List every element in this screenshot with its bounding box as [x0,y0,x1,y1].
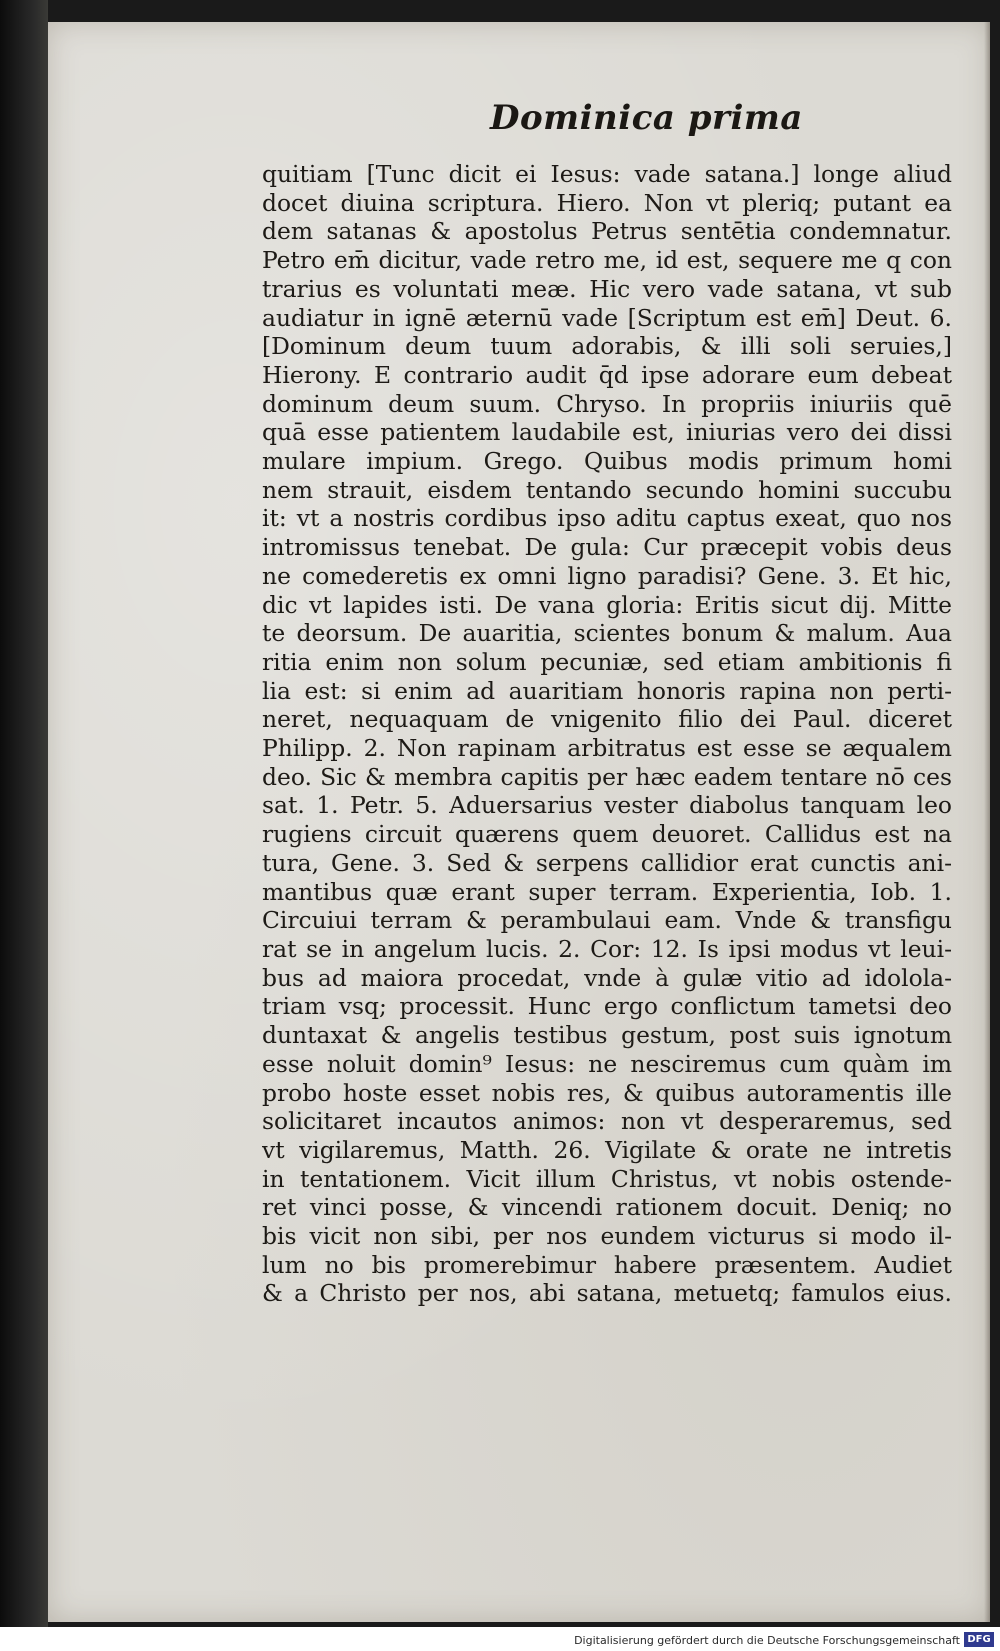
text-line: [Dominum deum tuum adorabis, & illi soli seruies,] [262,332,952,361]
funding-notice: Digitalisierung gefördert durch die Deutsche Forschungsgemeinschaft [574,1634,960,1647]
text-line: & a Christo per nos, abi satana, metuetq; famulos eius. [262,1279,952,1308]
text-line: dic vt lapides isti. De vana gloria: Eritis sicut dij. Mitte [262,590,952,619]
text-line: esse noluit domin⁹ Iesus: ne nesciremus cum quàm im [262,1049,952,1078]
text-line: duntaxat & angelis testibus gestum, post suis ignotum [262,1021,952,1050]
text-line: trarius es voluntati meæ. Hic vero vade satana, vt sub [262,274,952,303]
dfg-logo: DFG [964,1632,994,1647]
running-title: Dominica prima [490,98,803,138]
text-line: intromissus tenebat. De gula: Cur præcepit vobis deus [262,533,952,562]
text-line: lia est: si enim ad auaritiam honoris rapina non perti- [262,676,952,705]
digitization-footer [0,1627,1000,1651]
text-line: in tentationem. Vicit illum Christus, vt nobis ostende- [262,1164,952,1193]
text-line: solicitaret incautos animos: non vt desperaremus, sed [262,1107,952,1136]
text-line: mantibus quæ erant super terram. Experientia, Iob. 1. [262,877,952,906]
body-text [262,160,952,1308]
text-line: Philipp. 2. Non rapinam arbitratus est esse se æqualem [262,734,952,763]
text-line: ritia enim non solum pecuniæ, sed etiam ambitionis fi [262,647,952,676]
text-line: dem satanas & apostolus Petrus sentētia condemnatur. [262,217,952,246]
text-line: tura, Gene. 3. Sed & serpens callidior erat cunctis ani- [262,848,952,877]
text-line: bis vicit non sibi, per nos eundem victurus si modo il- [262,1222,952,1251]
text-line: Petro em̄ dicitur, vade retro me, id est, sequere me q con [262,246,952,275]
text-line: docet diuina scriptura. Hiero. Non vt pleriq; putant ea [262,188,952,217]
text-line: quā esse patientem laudabile est, iniurias vero dei dissi [262,418,952,447]
text-line: deo. Sic & membra capitis per hæc eadem tentare nō ces [262,762,952,791]
text-line: it: vt a nostris cordibus ipso aditu captus exeat, quo nos [262,504,952,533]
text-line: mulare impium. Grego. Quibus modis primum homi [262,447,952,476]
text-line: triam vsq; processit. Hunc ergo conflictum tametsi deo [262,992,952,1021]
text-line: Circuiui terram & perambulaui eam. Vnde & transfigu [262,906,952,935]
text-line: te deorsum. De auaritia, scientes bonum & malum. Aua [262,619,952,648]
text-line: neret, nequaquam de vnigenito filio dei Paul. diceret [262,705,952,734]
text-line: ret vinci posse, & vincendi rationem docuit. Deniq; no [262,1193,952,1222]
paper-page [48,22,990,1622]
text-line: audiatur in ignē æternū vade [Scriptum est em̄] Deut. 6. [262,303,952,332]
text-line: lum no bis promerebimur habere præsentem. Audiet [262,1250,952,1279]
text-line: ne comederetis ex omni ligno paradisi? Gene. 3. Et hic, [262,561,952,590]
text-line: sat. 1. Petr. 5. Aduersarius vester diabolus tanquam leo [262,791,952,820]
book-binding-edge [0,0,48,1651]
text-line: rat se in angelum lucis. 2. Cor: 12. Is ipsi modus vt leui- [262,934,952,963]
text-line: dominum deum suum. Chryso. In propriis iniuriis quē [262,389,952,418]
text-line: Hierony. E contrario audit q̄d ipse adorare eum debeat [262,360,952,389]
text-line: rugiens circuit quærens quem deuoret. Callidus est na [262,820,952,849]
text-line: probo hoste esset nobis res, & quibus autoramentis ille [262,1078,952,1107]
text-line: bus ad maiora procedat, vnde à gulæ vitio ad idolola- [262,963,952,992]
text-line: quitiam [Tunc dicit ei Iesus: vade satana.] longe aliud [262,160,952,188]
text-line: vt vigilaremus, Matth. 26. Vigilate & orate ne intretis [262,1135,952,1164]
text-line: nem strauit, eisdem tentando secundo homini succubu [262,475,952,504]
